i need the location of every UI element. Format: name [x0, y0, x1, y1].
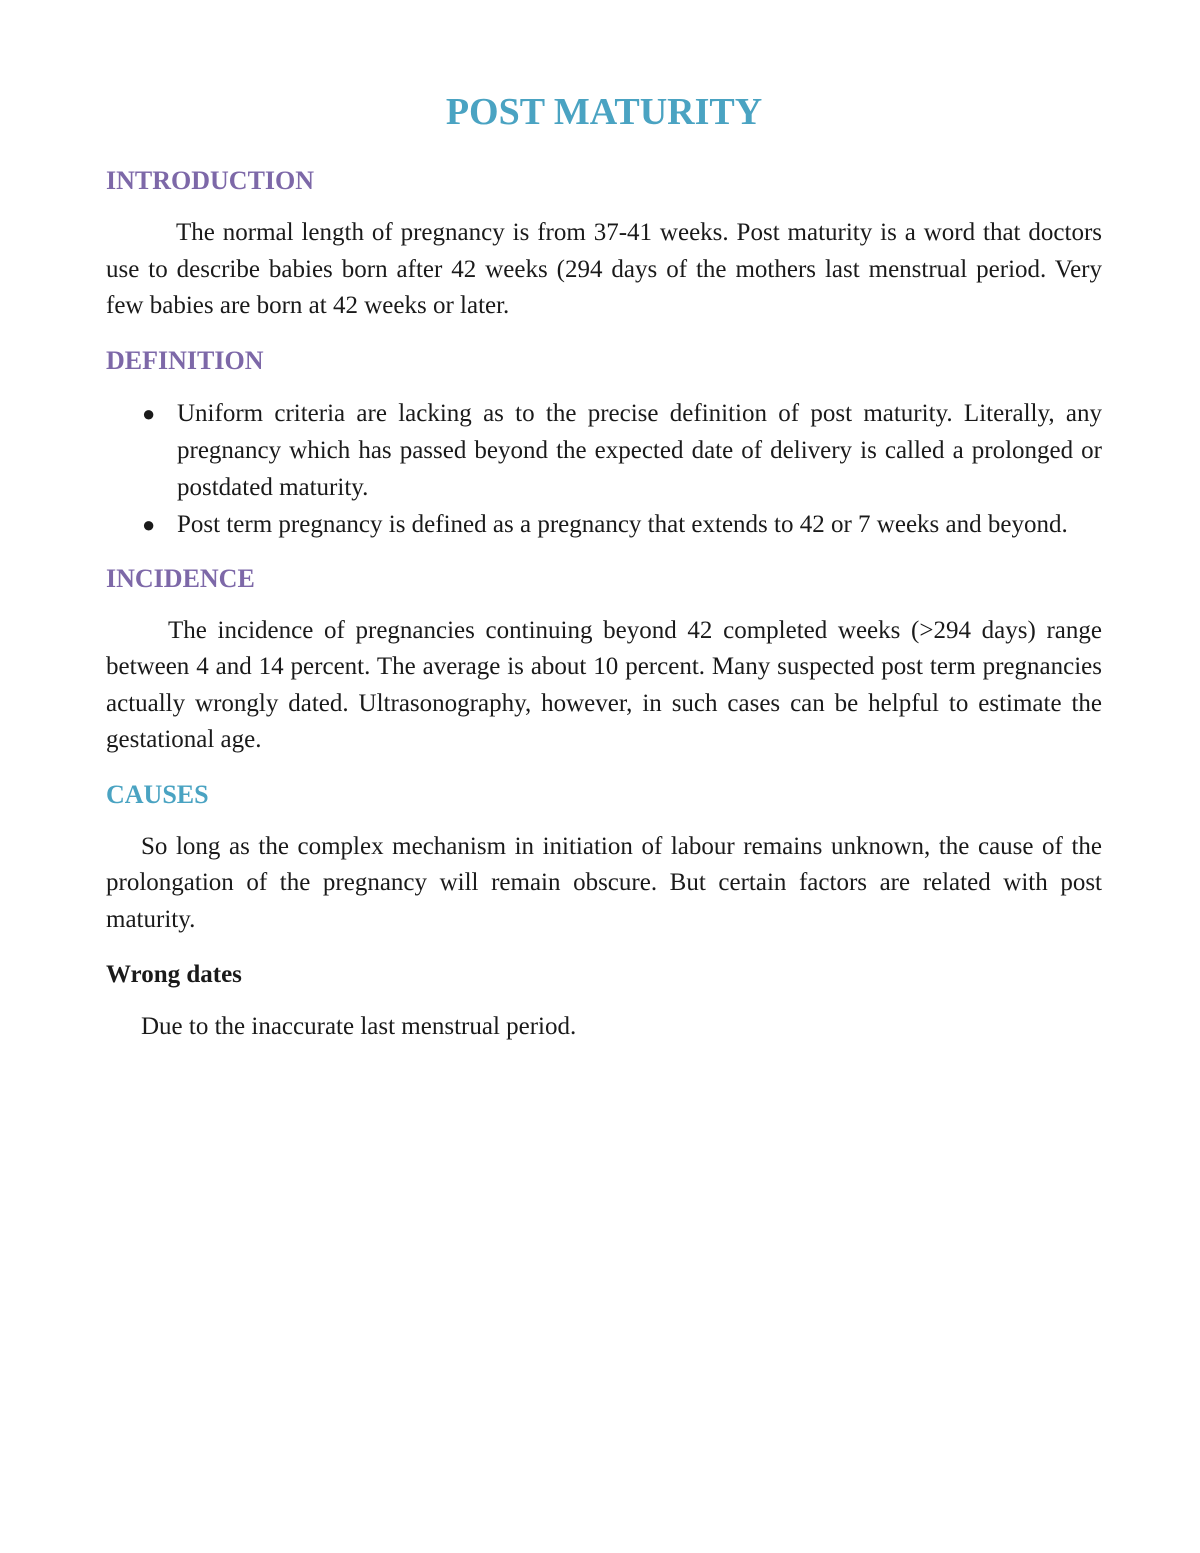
causes-heading: CAUSES: [106, 779, 209, 809]
definition-list: [106, 395, 1102, 543]
list-item-text: Uniform criteria are lacking as to the precise definition of post maturity. Literally, any pregnancy which has passed beyond the expected date of delivery is called a prolonged or postdated maturity.: [177, 399, 1102, 501]
definition-heading: DEFINITION: [106, 345, 264, 375]
wrong-dates-text: Due to the inaccurate last menstrual period.: [141, 1013, 577, 1040]
list-item-text: Post term pregnancy is defined as a pregnancy that extends to 42 or 7 weeks and beyond.: [177, 510, 1068, 538]
list-item: [106, 395, 1102, 506]
introduction-heading: INTRODUCTION: [106, 166, 315, 195]
bullet-icon: ●: [142, 511, 156, 537]
causes-text: So long as the complex mechanism in initiation of labour remains unknown, the cause of the prolongation of the pregnancy will remain obscure. But certain factors are related with post maturity.: [106, 832, 1102, 933]
wrong-dates-heading: Wrong dates: [106, 961, 242, 988]
document-page: [106, 88, 1102, 1046]
introduction-text: The normal length of pregnancy is from 37-41 weeks. Post maturity is a word that doctors use to describe babies born after 42 weeks (294 days of the mothers last menstrual period. Very few babies are born at 42 weeks or later.: [106, 219, 1102, 319]
document-title: POST MATURITY: [445, 91, 763, 133]
incidence-text: The incidence of pregnancies continuing beyond 42 completed weeks (>294 days) range between 4 and 14 percent. The average is about 10 percent. Many suspected post term pregnancies actually wrongly dated. Ultrasonography, however, in such cases can be helpful to estimate the gestational age.: [106, 616, 1102, 753]
list-item: [106, 506, 1102, 543]
bullet-icon: ●: [142, 400, 156, 426]
incidence-heading: INCIDENCE: [106, 563, 255, 593]
